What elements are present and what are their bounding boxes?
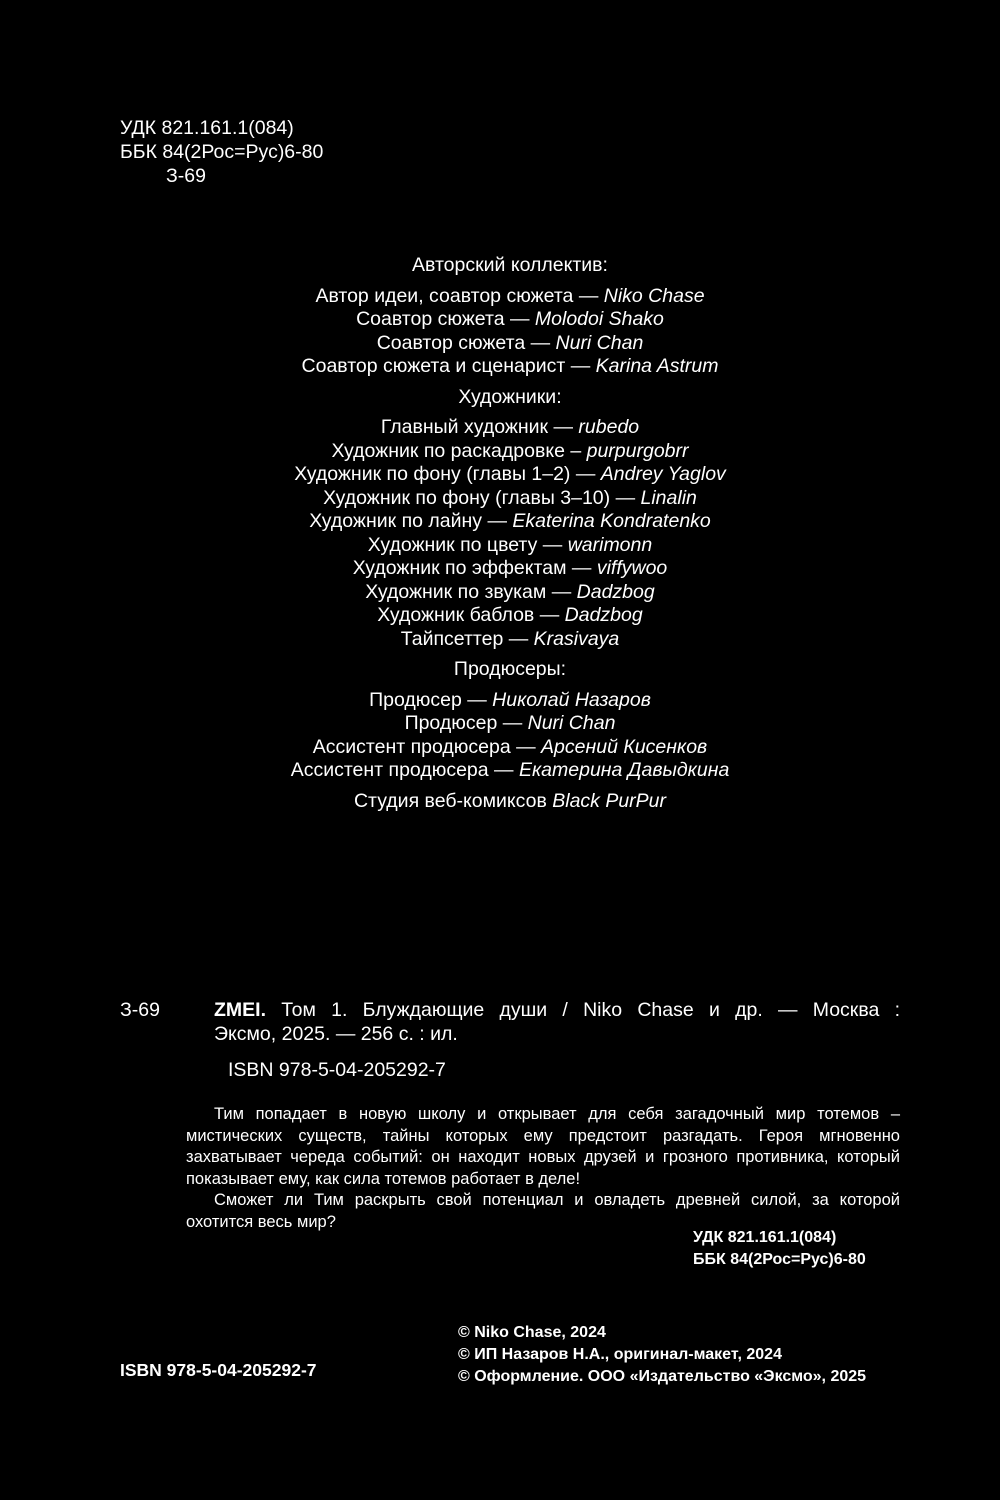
credit-name: Dadzbog (576, 580, 655, 603)
credit-name: viffywoo (596, 557, 668, 579)
credit-line (0, 759, 1000, 783)
credit-line (0, 308, 1000, 332)
credit-role: Художник по эффектам — (352, 557, 592, 579)
credit-name: Nuri Chan (527, 712, 616, 734)
credit-line (0, 557, 1000, 581)
credit-line (0, 534, 1000, 558)
producers-list (0, 689, 1000, 783)
book-title: ZMEI. (214, 999, 266, 1021)
credit-name: purpurgobrr (586, 439, 689, 462)
credit-name: Andrey Yaglov (600, 463, 726, 485)
udk-block-bottom (693, 1227, 866, 1271)
authors-header: Авторский коллектив: (412, 254, 608, 276)
copyright-line: © Оформление. ООО «Издательство «Эксмо», 2025 (458, 1368, 867, 1385)
credit-line (0, 628, 1000, 652)
credit-role: Продюсер — (404, 712, 523, 734)
credit-name: Krasivaya (533, 627, 620, 650)
author-sign: З-69 (120, 999, 160, 1021)
credit-name: Niko Chase (603, 284, 705, 307)
credit-role: Автор идеи, соавтор сюжета — (315, 284, 599, 307)
author-sign: З-69 (166, 165, 206, 187)
copyright-block (458, 1322, 866, 1388)
credit-role: Соавтор сюжета и сценарист — (301, 355, 591, 377)
credit-line (0, 332, 1000, 356)
credit-name: Екатерина Давыдкина (518, 759, 730, 781)
credit-name: warimonn (567, 533, 653, 556)
credit-role: Художник по лайну — (309, 510, 507, 532)
credit-name: Николай Назаров (492, 688, 651, 711)
biblio-line-1: ZMEI. Том 1. Блуждающие души / Niko Chase и др. — Москва : (214, 999, 900, 1021)
isbn-line: ISBN 978-5-04-205292-7 (228, 1059, 446, 1081)
credit-role: Ассистент продюсера — (290, 759, 514, 781)
credit-line (0, 463, 1000, 487)
credits-block (0, 254, 1000, 813)
copyright-line: © Niko Chase, 2024 (458, 1324, 606, 1341)
credit-line (0, 487, 1000, 511)
annotation-paragraph-2: Сможет ли Тим раскрыть свой потенциал и овладеть древней силой, за которой охотится весь мир? (186, 1191, 900, 1231)
credit-role: Художник по звукам — (365, 580, 572, 603)
credit-line (0, 355, 1000, 379)
producers-header: Продюсеры: (453, 658, 567, 680)
bbk-code: ББК 84(2Рос=Рус)6-80 (693, 1251, 866, 1268)
udk-code: УДК 821.161.1(084) (120, 117, 294, 139)
credit-line (0, 510, 1000, 534)
credit-line (0, 440, 1000, 464)
credit-line (0, 712, 1000, 736)
credit-line (0, 689, 1000, 713)
credit-role: Художник по цвету — (367, 533, 563, 556)
bbk-code: ББК 84(2Рос=Рус)6-80 (120, 141, 324, 163)
credit-role: Ассистент продюсера — (312, 735, 536, 758)
copyright-line: © ИП Назаров Н.А., оригинал-макет, 2024 (458, 1346, 782, 1363)
credit-name: Dadzbog (564, 604, 643, 626)
biblio-line-2: Эксмо, 2025. — 256 с. : ил. (214, 1023, 458, 1045)
credit-role: Художник по фону (главы 1–2) — (294, 463, 596, 485)
credit-name: rubedo (578, 416, 640, 438)
studio-line: Студия веб-комиксов Black PurPur (353, 789, 667, 812)
credit-role: Тайпсеттер — (400, 627, 529, 650)
credit-line (0, 604, 1000, 628)
credit-role: Соавтор сюжета — (356, 308, 530, 330)
authors-list (0, 285, 1000, 379)
udk-block-top (120, 116, 323, 188)
credit-role: Главный художник — (380, 416, 573, 438)
credit-role: Соавтор сюжета — (376, 331, 551, 354)
credit-role: Художник по раскадровке – (331, 439, 582, 462)
udk-code: УДК 821.161.1(084) (693, 1229, 837, 1246)
credit-role: Художник баблов — (377, 604, 560, 626)
credit-line (0, 736, 1000, 760)
credit-role: Художник по фону (главы 3–10) — (323, 486, 636, 509)
artists-header: Художники: (458, 385, 562, 408)
annotation-paragraph-1: Тим попадает в новую школу и открывает для себя загадочный мир тотемов – мистических существ, тайны которых ему предстоит разгадать. Героя мгновенно захватывает череда событий: он находит новых друзей и грозного противника, который показывает ему, как сила тотемов работает в деле! (186, 1105, 900, 1188)
credit-name: Karina Astrum (595, 355, 719, 377)
credit-line (0, 285, 1000, 309)
credit-name: Ekaterina Kondratenko (512, 510, 711, 532)
credit-line (0, 416, 1000, 440)
annotation (186, 1104, 900, 1233)
credit-name: Арсений Кисенков (541, 735, 708, 758)
credit-line (0, 581, 1000, 605)
credit-name: Linalin (640, 486, 697, 509)
artists-list (0, 416, 1000, 651)
credit-role: Продюсер — (369, 688, 487, 711)
credit-name: Nuri Chan (555, 331, 644, 354)
isbn-bottom: ISBN 978-5-04-205292-7 (120, 1360, 317, 1380)
bibliographic-record (120, 998, 900, 1082)
credit-name: Molodoi Shako (534, 308, 664, 330)
